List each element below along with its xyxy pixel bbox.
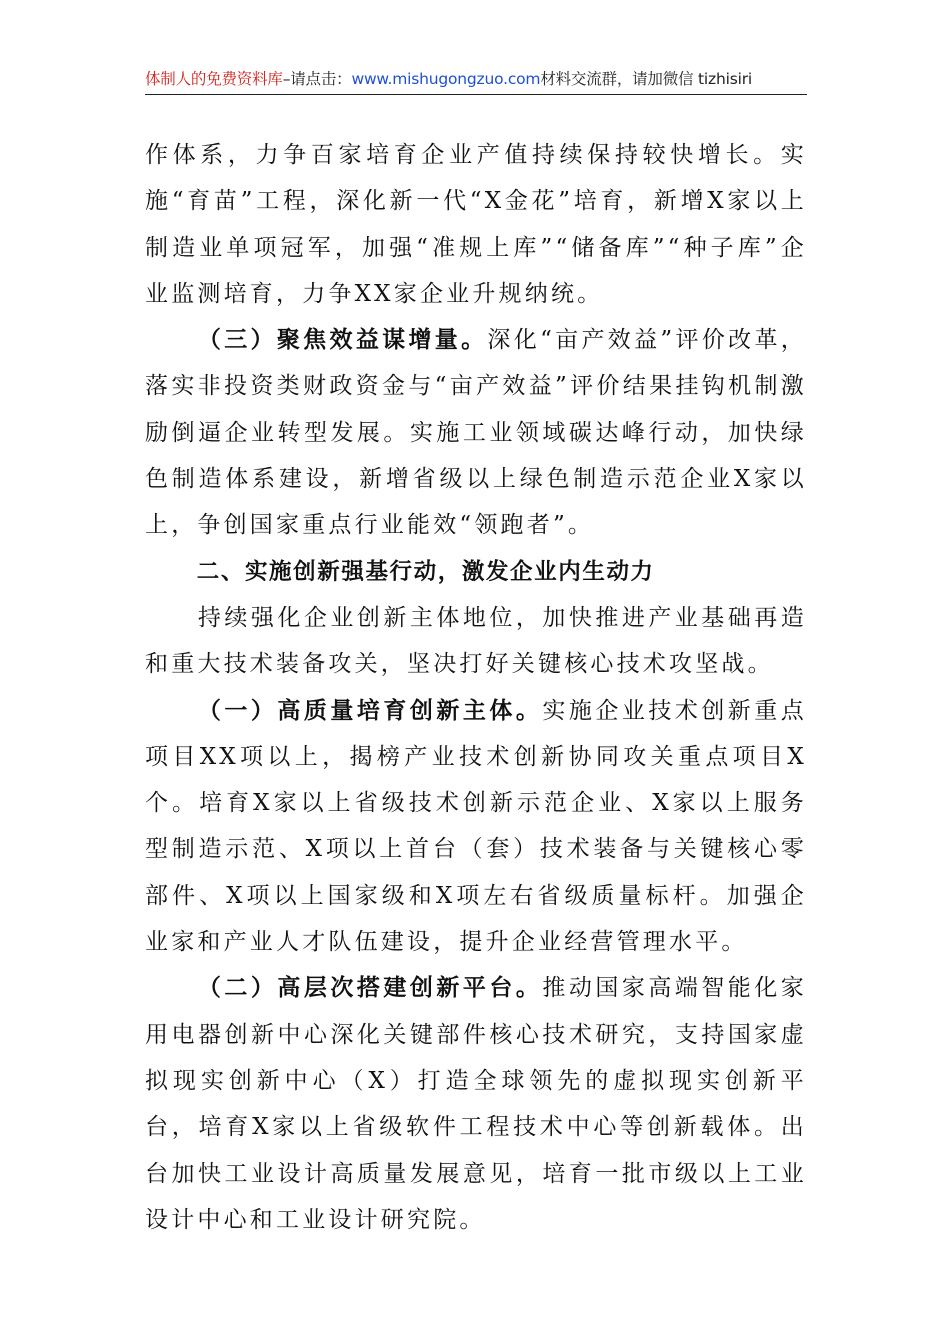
paragraph-section-1: [145, 688, 807, 966]
paragraph-section-2: [145, 965, 807, 1243]
paragraph-section-1-body: 实施企业技术创新重点项目XX项以上，揭榜产业技术创新协同攻关重点项目X个。培育X家以上省级技术创新示范企业、X家以上服务型制造示范、X项以上首台（套）技术装备与关键核心零部件、X项以上国家级和X项左右省级质量标杆。加强企业家和产业人才队伍建设，提升企业经营管理水平。: [145, 697, 808, 956]
paragraph-section-2-body: 推动国家高端智能化家用电器创新中心深化关键部件核心技术研究，支持国家虚拟现实创新中心（X）打造全球领先的虚拟现实创新平台，培育X家以上省级软件工程技术中心等创新载体。出台加快工业设计高质量发展意见，培育一批市级以上工业设计中心和工业设计研究院。: [145, 975, 808, 1233]
subheading-3: （三）聚焦效益谋增量。: [197, 326, 488, 354]
header-wechat-note: 材料交流群，请加微信 tizhisiri: [540, 70, 752, 88]
document-body: [145, 132, 807, 1243]
section-heading-2: 二、实施创新强基行动，激发企业内生动力: [196, 558, 655, 585]
subheading-2: （二）高层次搭建创新平台。: [197, 974, 543, 1002]
paragraph-intro: 持续强化企业创新主体地位，加快推进产业基础再造和重大技术装备攻关，坚决打好关键核心技术攻坚战。: [145, 604, 807, 678]
header-separator: –请点击：: [282, 70, 352, 88]
header-url-link[interactable]: www.mishugongzuo.com: [351, 70, 541, 88]
header-brand[interactable]: 体制人的免费资料库: [145, 70, 283, 88]
page-header: [145, 66, 807, 95]
paragraph-section-3: [145, 317, 807, 548]
paragraph-section-3-body: 深化“亩产效益”评价改革，落实非投资类财政资金与“亩产效益”评价结果挂钩机制激励倒逼企业转型发展。实施工业领域碳达峰行动，加快绿色制造体系建设，新增省级以上绿色制造示范企业X家以上，争创国家重点行业能效“领跑者”。: [145, 327, 807, 539]
paragraph-continued: 作体系，力争百家培育企业产值持续保持较快增长。实施“育苗”工程，深化新一代“X金花”培育，新增X家以上制造业单项冠军，加强“准规上库”“储备库”“种子库”企业监测培育，力争XX家企业升规纳统。: [145, 142, 807, 307]
subheading-1: （一）高质量培育创新主体。: [197, 696, 543, 724]
